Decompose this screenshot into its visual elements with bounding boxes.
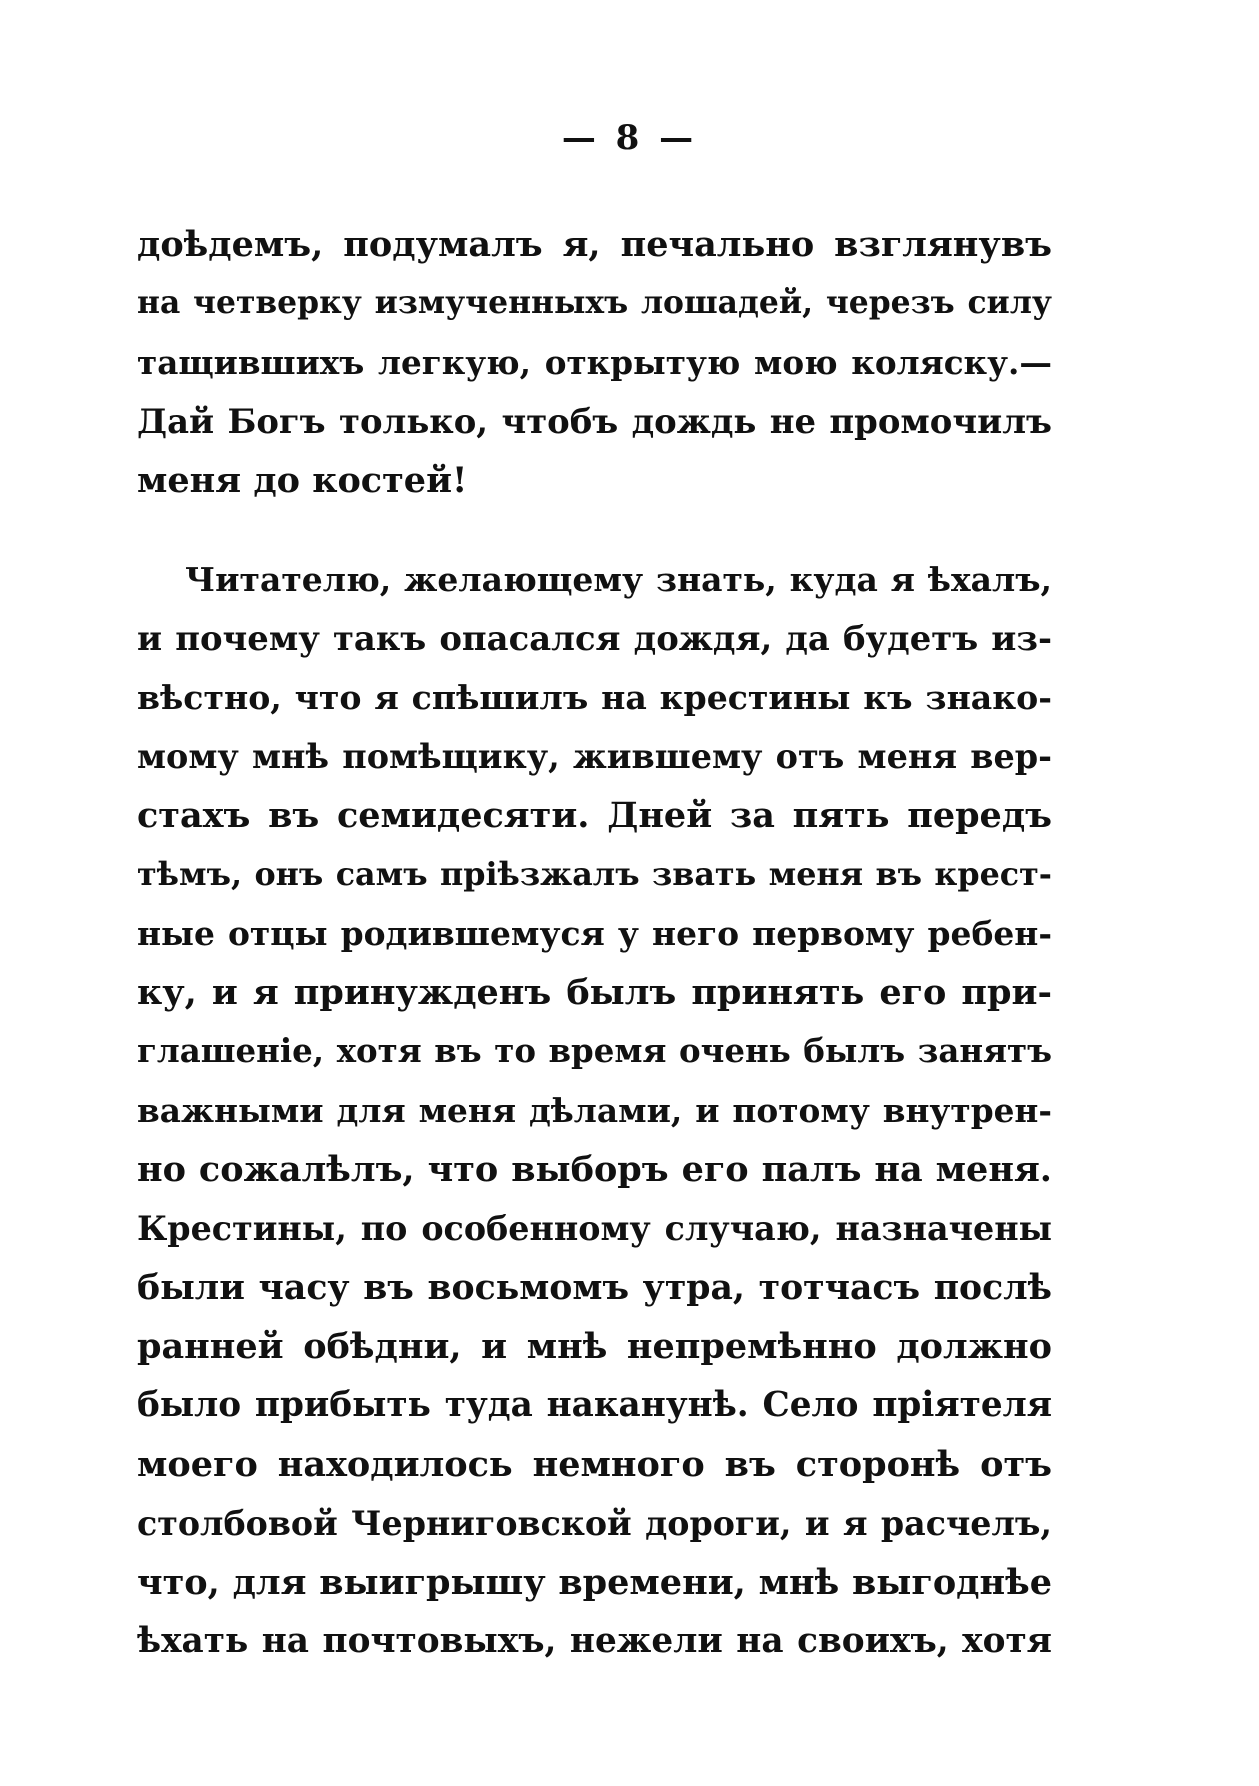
- text-line: и почему такъ опасался дождя, да будетъ из-: [137, 618, 1052, 658]
- text-line: моего находилось немного въ сторонѣ отъ: [137, 1444, 1052, 1485]
- text-line: важными для меня дѣлами, и потому внутрен-: [137, 1091, 1052, 1130]
- paragraph-2: [137, 550, 1052, 1671]
- text-line: доѣдемъ, подумалъ я, печально взглянувъ: [137, 224, 1052, 265]
- text-line: тѣмъ, онъ самъ пріѣзжалъ звать меня въ крест-: [137, 856, 1052, 893]
- text-line: стахъ въ семидесяти. Дней за пять передъ: [137, 795, 1052, 836]
- text-line: было прибыть туда наканунѣ. Село пріятеля: [137, 1385, 1052, 1425]
- text-line: ранней обѣдни, и мнѣ непремѣнно должно: [137, 1326, 1052, 1367]
- text-line: были часу въ восьмомъ утра, тотчасъ послѣ: [137, 1267, 1052, 1308]
- page-number: — 8 —: [561, 118, 698, 158]
- text-line: что, для выигрышу времени, мнѣ выгоднѣе: [137, 1562, 1052, 1603]
- text-line: тащившихъ легкую, открытую мою коляску.—: [137, 343, 1052, 382]
- text-line: Крестины, по особенному случаю, назначены: [137, 1209, 1052, 1248]
- text-line: ку, и я принужденъ былъ принять его при-: [137, 972, 1052, 1013]
- text-line: ѣхать на почтовыхъ, нежели на своихъ, хотя: [137, 1621, 1052, 1661]
- text-line: вѣстно, что я спѣшилъ на крестины къ знако-: [137, 678, 1052, 717]
- text-line: на четверку измученныхъ лошадей, черезъ силу: [137, 285, 1052, 321]
- text-line: столбовой Черниговской дороги, и я расчелъ,: [137, 1504, 1052, 1543]
- paragraph-1: [137, 215, 1052, 510]
- text-line: ные отцы родившемуся у него первому ребен-: [137, 914, 1052, 953]
- text-line: глашеніе, хотя въ то время очень былъ занятъ: [137, 1032, 1052, 1070]
- text-line: но сожалѣлъ, что выборъ его палъ на меня.: [137, 1149, 1052, 1190]
- text-line: Дай Богъ только, чтобъ дождь не промочилъ: [137, 401, 1052, 441]
- text-line-indented: Читателю, желающему знать, куда я ѣхалъ,: [185, 560, 1052, 599]
- text-line: мому мнѣ помѣщику, жившему отъ меня вер-: [137, 737, 1052, 776]
- text-line: меня до костей!: [137, 460, 468, 501]
